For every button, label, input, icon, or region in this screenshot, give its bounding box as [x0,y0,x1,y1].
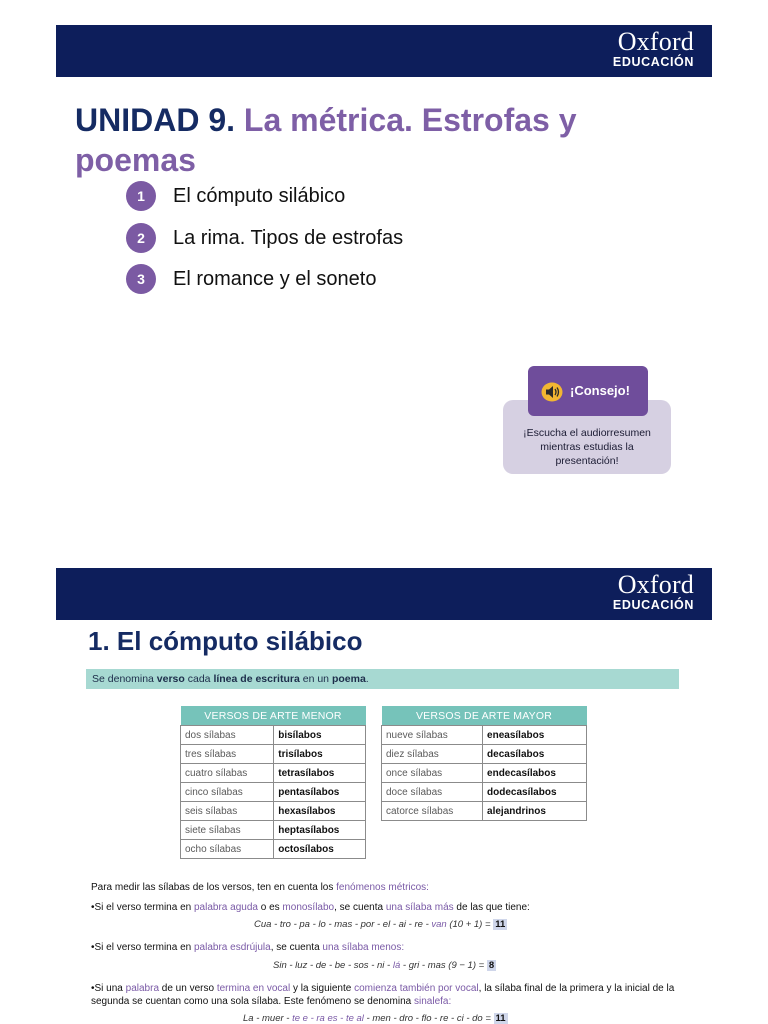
item-number-badge: 2 [126,223,156,253]
tip-label: ¡Consejo! [570,383,630,398]
table-row: nueve sílabas eneasílabos [382,726,587,745]
item-label: El cómputo silábico [173,184,346,207]
item-number-badge: 1 [126,181,156,211]
example-sinalefa: La - muer - te e - ra es - te al - men - dro - flo - re - ci - do = 11 [243,1013,506,1024]
unit-number: UNIDAD 9. [75,102,236,138]
unit-title [75,100,675,180]
header-divider [56,618,712,620]
table-row: tres sílabas trisílabos [181,745,366,764]
table-row: dos sílabas bisílabos [181,726,366,745]
table-row: siete sílabas heptasílabos [181,821,366,840]
list-item[interactable] [126,181,345,211]
rule-esdrujula: •Si el verso termina en palabra esdrújula, se cuenta una sílaba menos: [91,942,405,953]
oxford-logo: Oxford EDUCACIÓN [612,570,694,612]
table-row: catorce sílabas alejandrinos [382,802,587,821]
example-esdrujula: Sin - luz - de - be - sos - ni - lá - gri - mas (9 − 1) = 8 [273,960,495,971]
header-bar [56,25,712,75]
definition-bar: Se denomina verso cada línea de escritura en un poema. [86,669,679,689]
table-header: VERSOS DE ARTE MAYOR [382,706,587,726]
table-row: cuatro sílabas tetrasílabos [181,764,366,783]
oxford-logo: Oxford EDUCACIÓN [612,27,694,69]
table-header: VERSOS DE ARTE MENOR [181,706,366,726]
section-title: 1. El cómputo silábico [88,626,363,656]
rule-sinalefa: •Si una palabra de un verso termina en vocal y la siguiente comienza también por vocal, la sílaba final de la primera y la inicial de la segunda se cuentan como una sola sílaba. Este fenómeno se denomina sinalefa: [91,983,675,1007]
list-item[interactable] [126,264,376,294]
table-row: seis sílabas hexasílabos [181,802,366,821]
table-row: doce sílabas dodecasílabos [382,783,587,802]
example-aguda: Cua - tro - pa - lo - mas - por - el - ai - re - van (10 + 1) = 11 [254,919,506,930]
table-row: ocho sílabas octosílabos [181,840,366,859]
speaker-icon [541,382,563,402]
table-arte-menor [180,706,366,859]
header-bar [56,568,712,618]
item-label: La rima. Tipos de estrofas [173,226,404,249]
tip-text: ¡Escucha el audiorresumen mientras estudias la presentación! [523,427,651,467]
intro-text: Para medir las sílabas de los versos, ten en cuenta los fenómenos métricos: [91,882,429,893]
item-label: El romance y el soneto [173,267,377,290]
unit-topic: La métrica. Estrofas y poemas [75,102,577,178]
table-row: diez sílabas decasílabos [382,745,587,764]
rule-aguda: •Si el verso termina en palabra aguda o es monosílabo, se cuenta una sílaba más de las que tiene: [91,902,530,913]
table-arte-mayor [381,706,587,821]
table-row: once sílabas endecasílabos [382,764,587,783]
header-divider [56,75,712,77]
item-number-badge: 3 [126,264,156,294]
table-row: cinco sílabas pentasílabos [181,783,366,802]
list-item[interactable] [126,223,403,253]
tip-audio-button[interactable] [528,366,648,416]
